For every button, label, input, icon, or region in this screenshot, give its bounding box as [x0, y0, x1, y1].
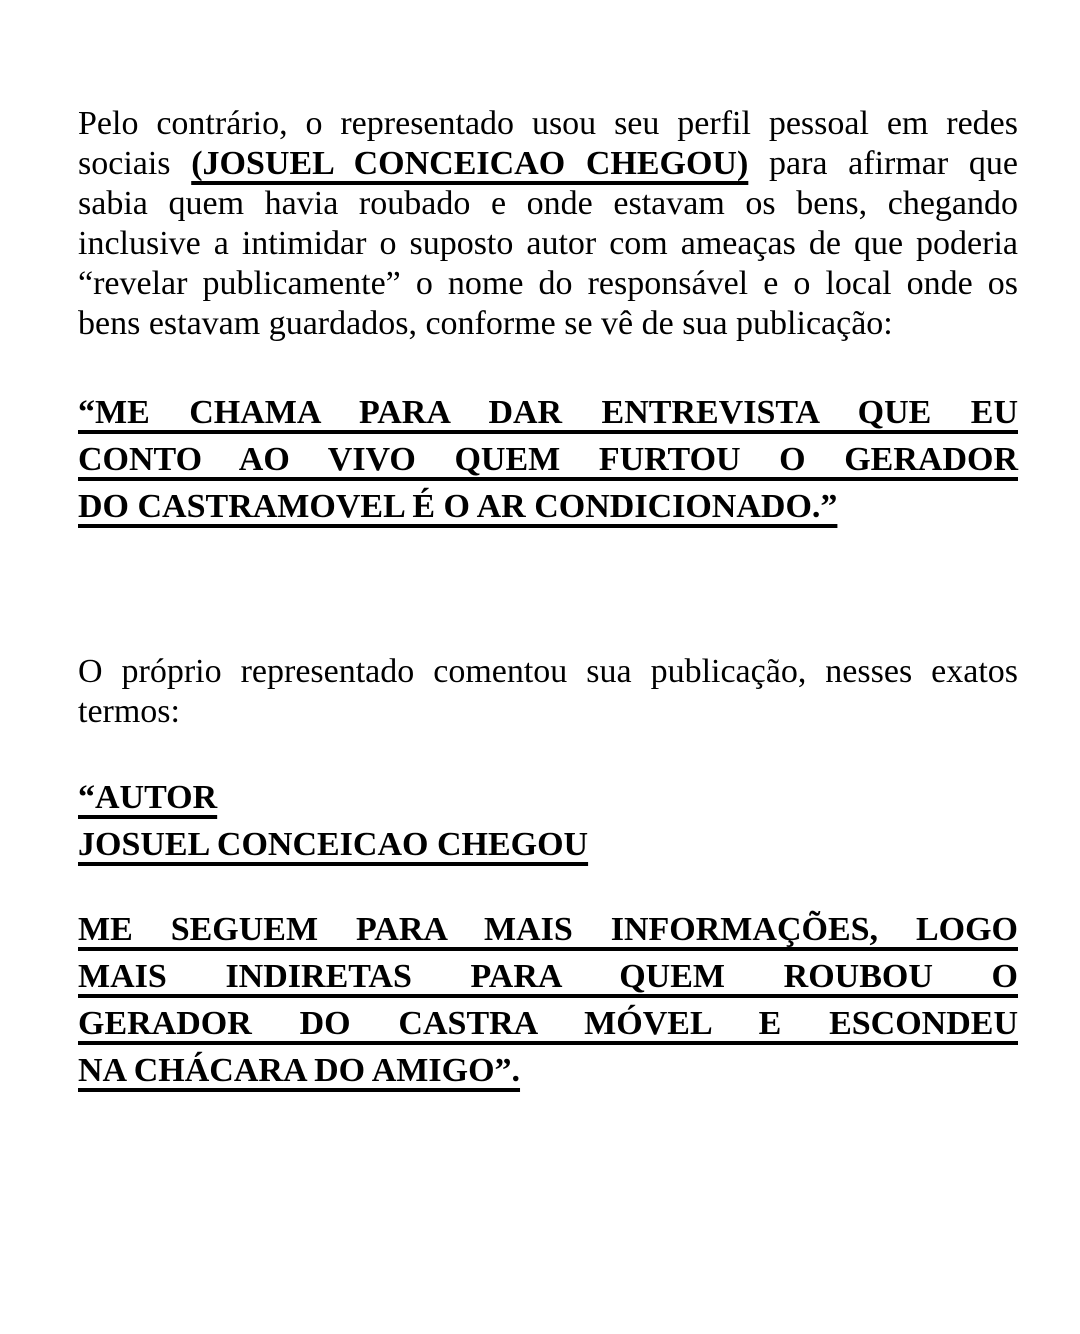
text-run: Pelo contrário, o representado usou seu perfil pessoal em redes	[78, 105, 1018, 142]
bold-underlined-text: CONTO AO VIVO QUEM FURTOU O GERADOR	[78, 441, 1018, 478]
text-line	[78, 1047, 1018, 1094]
quote-block-followers	[78, 906, 1018, 1094]
text-line	[78, 184, 1018, 224]
text-line	[78, 389, 1018, 436]
text-line	[78, 224, 1018, 264]
bold-underlined-text: GERADOR DO CASTRA MÓVEL E ESCONDEU	[78, 1005, 1018, 1042]
text-run: sabia quem havia roubado e onde estavam os bens, chegando	[78, 185, 1018, 222]
bold-underlined-text: MAIS INDIRETAS PARA QUEM ROUBOU O	[78, 958, 1018, 995]
text-line	[78, 953, 1018, 1000]
text-run: “revelar publicamente” o nome do responsável e o local onde os	[78, 265, 1018, 302]
text-line	[78, 1000, 1018, 1047]
bold-underlined-text: “AUTOR	[78, 779, 218, 816]
text-line	[78, 692, 1018, 732]
text-line	[78, 144, 1018, 184]
bold-underlined-text: DO CASTRAMOVEL É O AR CONDICIONADO.”	[78, 488, 838, 525]
text-line	[78, 774, 1018, 821]
text-line	[78, 104, 1018, 144]
text-run: O próprio representado comentou sua publicação, nesses exatos	[78, 653, 1018, 690]
text-run: bens estavam guardados, conforme se vê de sua publicação:	[78, 305, 893, 342]
text-line	[78, 264, 1018, 304]
bold-underlined-text: “ME CHAMA PARA DAR ENTREVISTA QUE EU	[78, 394, 1018, 431]
text-run: sociais	[78, 145, 192, 182]
bold-underlined-text: (JOSUEL CONCEICAO CHEGOU)	[191, 145, 749, 182]
text-run: para afirmar que	[748, 145, 1018, 182]
text-line	[78, 906, 1018, 953]
bold-underlined-text: NA CHÁCARA DO AMIGO”.	[78, 1052, 521, 1089]
text-line	[78, 483, 1018, 530]
text-line	[78, 652, 1018, 692]
text-run: termos:	[78, 693, 180, 730]
text-line	[78, 304, 1018, 344]
bold-underlined-text: JOSUEL CONCEICAO CHEGOU	[78, 826, 589, 863]
paragraph-comment	[78, 652, 1018, 732]
document-content	[78, 104, 1018, 1094]
bold-underlined-text: ME SEGUEM PARA MAIS INFORMAÇÕES, LOGO	[78, 911, 1018, 948]
quote-block-author	[78, 774, 1018, 868]
text-run: inclusive a intimidar o suposto autor com ameaças de que poderia	[78, 225, 1018, 262]
paragraph-intro	[78, 104, 1018, 344]
quote-block-publication	[78, 389, 1018, 530]
text-line	[78, 436, 1018, 483]
text-line	[78, 821, 1018, 868]
